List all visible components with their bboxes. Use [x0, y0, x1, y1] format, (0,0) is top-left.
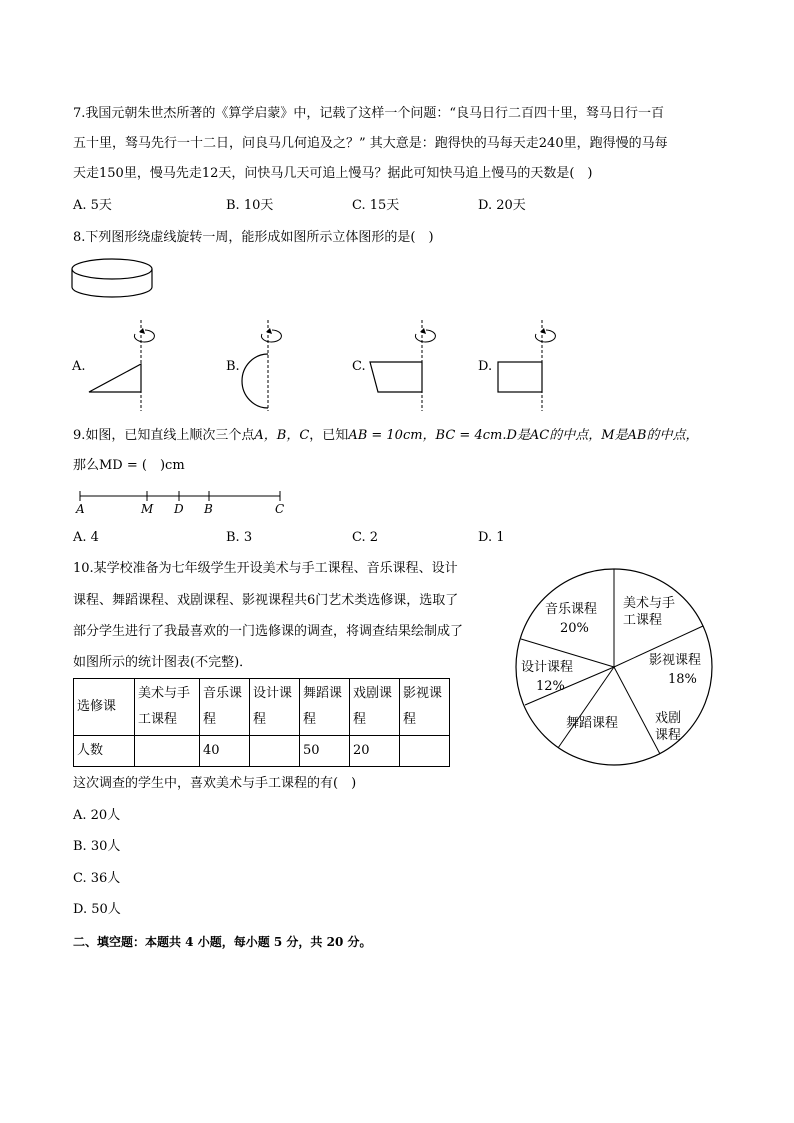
q9-stem-line1 — [73, 426, 698, 446]
pie-label-design: 设计课程 — [521, 660, 574, 675]
q7-option-c: C. 15天 — [352, 198, 400, 213]
table-col-film: 影视课程 — [400, 679, 450, 736]
table-header-row — [74, 679, 450, 736]
table-col-design: 设计课程 — [250, 679, 300, 736]
label-point-a: A — [76, 502, 85, 516]
q8-option-a: A. — [72, 359, 86, 374]
q8-figure-d-rectangle — [490, 318, 570, 413]
pie-label-art-1: 美术与手 — [623, 596, 676, 611]
table-cell-film — [400, 736, 450, 767]
table-col-drama: 戏剧课程 — [350, 679, 400, 736]
q10-option-d: D. 50人 — [73, 902, 121, 917]
q7-option-d: D. 20天 — [478, 198, 526, 213]
pie-label-music-pct: 20% — [560, 621, 589, 636]
label-point-d: D — [174, 502, 184, 516]
q8-option-c: C. — [352, 359, 366, 374]
label-point-c: C — [275, 502, 285, 516]
q9-stem-line2: 那么MD = ( )cm — [73, 458, 185, 473]
q8-stem: 8.下列图形绕虚线旋转一周，能形成如图所示立体图形的是( ) — [73, 230, 434, 245]
table-col-dance: 舞蹈课程 — [300, 679, 350, 736]
pie-chart — [508, 562, 728, 772]
label-point-m: M — [141, 502, 154, 516]
q7-option-a: A. 5天 — [73, 198, 112, 213]
q9-stem-text: 9.如图，已知直线上顺次三个点 — [73, 428, 255, 443]
q9-option-a: A. 4 — [73, 530, 99, 545]
q9-option-d: D. 1 — [478, 530, 505, 545]
q10-question: 这次调查的学生中，喜欢美术与手工课程的有( ) — [73, 776, 357, 791]
q9-point-vars: A，B，C — [254, 428, 310, 443]
q9-number-line — [72, 488, 302, 518]
label-point-b: B — [204, 502, 213, 516]
pie-label-drama-2: 课程 — [655, 728, 682, 743]
survey-table — [73, 678, 450, 767]
table-row-label: 人数 — [74, 736, 135, 767]
table-cell-design — [250, 736, 300, 767]
cylinder-figure — [70, 255, 160, 305]
q7-stem-line1: 7.我国元朝朱世杰所著的《算学启蒙》中，记载了这样一个问题：“良马日行二百四十里，驽马日行一百 — [73, 106, 665, 121]
q8-figure-c-trapezoid — [366, 318, 446, 413]
pie-divider-3 — [614, 667, 660, 754]
q10-option-b: B. 30人 — [73, 839, 121, 854]
table-row — [74, 736, 450, 767]
pie-label-music: 音乐课程 — [545, 602, 598, 617]
q8-figure-a-triangle — [85, 318, 165, 413]
section-2-heading: 二、填空题：本题共 4 小题，每小题 5 分，共 20 分。 — [73, 935, 372, 949]
pie-label-film: 影视课程 — [649, 653, 702, 668]
q9-option-b: B. 3 — [226, 530, 253, 545]
q10-stem-line1: 10.某学校准备为七年级学生开设美术与手工课程、音乐课程、设计 — [73, 561, 458, 576]
q7-option-b: B. 10天 — [226, 198, 274, 213]
q10-stem-line2: 课程、舞蹈课程、戏剧课程、影视课程共6门艺术类选修课，选取了 — [73, 593, 459, 608]
table-cell-drama: 20 — [350, 736, 400, 767]
table-cell-art — [135, 736, 200, 767]
pie-label-design-pct: 12% — [536, 679, 565, 694]
q9-stem-math: AB = 10cm，BC = 4cm.D是AC的中点，M是AB的中点， — [348, 428, 699, 443]
q7-stem-line2: 五十里，驽马先行一十二日，问良马几何追及之？” 其大意是：跑得快的马每天走240里，跑得慢的马每 — [73, 136, 668, 151]
table-col-music: 音乐课程 — [200, 679, 250, 736]
pie-label-dance: 舞蹈课程 — [566, 716, 619, 731]
q9-option-c: C. 2 — [352, 530, 379, 545]
table-cell-music: 40 — [200, 736, 250, 767]
q10-option-c: C. 36人 — [73, 871, 121, 886]
q9-stem-mid: ，已知 — [309, 428, 349, 443]
q10-stem-line4: 如图所示的统计图表(不完整)． — [73, 655, 253, 670]
q8-option-b: B. — [226, 359, 240, 374]
pie-label-drama-1: 戏剧 — [655, 711, 682, 726]
q8-option-d: D. — [478, 359, 493, 374]
q7-stem-line3: 天走150里，慢马先走12天，问快马几天可追上慢马？据此可知快马追上慢马的天数是( ) — [73, 166, 593, 181]
q8-figure-b-semicircle — [238, 318, 318, 413]
q10-stem-line3: 部分学生进行了我最喜欢的一门选修课的调查，将调查结果绘制成了 — [73, 624, 464, 639]
pie-label-film-pct: 18% — [668, 672, 697, 687]
pie-label-art-2: 工课程 — [623, 613, 663, 628]
table-header-label: 选修课 — [74, 679, 135, 736]
table-cell-dance: 50 — [300, 736, 350, 767]
q10-option-a: A. 20人 — [73, 808, 121, 823]
table-col-art: 美术与手工课程 — [135, 679, 200, 736]
